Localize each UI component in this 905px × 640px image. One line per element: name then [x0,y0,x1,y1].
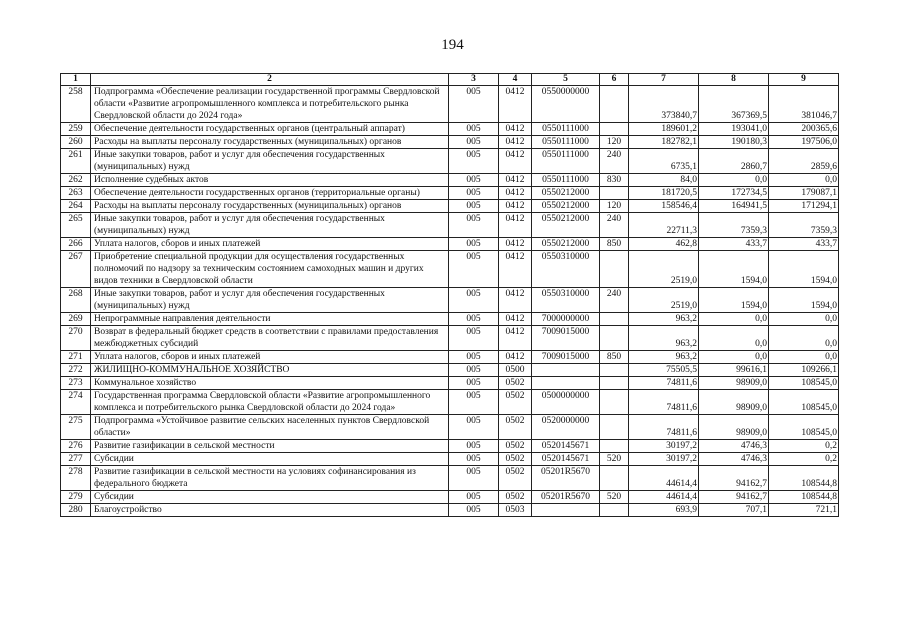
amount-year-3: 179087,1 [769,187,839,200]
column-header: 8 [699,74,769,86]
header-row [61,74,839,86]
section-code: 0412 [499,238,532,251]
ministry-code: 005 [449,326,499,351]
section-code: 0412 [499,86,532,123]
table-row [61,504,839,517]
item-name: Возврат в федеральный бюджет средств в соответствии с правилами предоставления межбюджетных субсидий [91,326,449,351]
table-row [61,136,839,149]
ministry-code: 005 [449,390,499,415]
section-code: 0412 [499,251,532,288]
amount-year-3: 197506,0 [769,136,839,149]
amount-year-3: 381046,7 [769,86,839,123]
amount-year-2: 94162,7 [699,466,769,491]
expense-type-code [600,187,629,200]
amount-year-3: 108545,0 [769,377,839,390]
amount-year-1: 2519,0 [629,251,699,288]
amount-year-1: 84,0 [629,174,699,187]
table-row [61,238,839,251]
table-row [61,491,839,504]
table-row [61,415,839,440]
amount-year-3: 171294,1 [769,200,839,213]
expense-type-code: 830 [600,174,629,187]
ministry-code: 005 [449,491,499,504]
amount-year-3: 0,0 [769,351,839,364]
item-name: ЖИЛИЩНО-КОММУНАЛЬНОЕ ХОЗЯЙСТВО [91,364,449,377]
row-number: 266 [61,238,91,251]
amount-year-1: 44614,4 [629,466,699,491]
amount-year-1: 22711,3 [629,213,699,238]
section-code: 0500 [499,364,532,377]
item-name: Исполнение судебных актов [91,174,449,187]
item-name: Развитие газификации в сельской местности [91,440,449,453]
table-body [61,86,839,517]
amount-year-1: 693,9 [629,504,699,517]
amount-year-1: 75505,5 [629,364,699,377]
row-number: 280 [61,504,91,517]
row-number: 260 [61,136,91,149]
table-row [61,466,839,491]
amount-year-2: 367369,5 [699,86,769,123]
amount-year-2: 172734,5 [699,187,769,200]
item-name: Приобретение специальной продукции для осуществления государственных полномочий по надзору за техническим состоянием самоходных машин и других видов техники в Свердловской области [91,251,449,288]
item-name: Расходы на выплаты персоналу государственных (муниципальных) органов [91,200,449,213]
section-code: 0502 [499,390,532,415]
target-article-code: 0520145671 [532,453,600,466]
item-name: Обеспечение деятельности государственных органов (территориальные органы) [91,187,449,200]
amount-year-1: 963,2 [629,326,699,351]
ministry-code: 005 [449,453,499,466]
expense-type-code: 120 [600,200,629,213]
table-row [61,377,839,390]
target-article-code: 0550111000 [532,123,600,136]
row-number: 268 [61,288,91,313]
ministry-code: 005 [449,200,499,213]
expense-type-code: 240 [600,213,629,238]
expense-type-code: 520 [600,453,629,466]
target-article-code: 0550310000 [532,288,600,313]
ministry-code: 005 [449,504,499,517]
amount-year-1: 373840,7 [629,86,699,123]
amount-year-3: 108544,8 [769,491,839,504]
amount-year-2: 433,7 [699,238,769,251]
column-header: 6 [600,74,629,86]
amount-year-2: 193041,0 [699,123,769,136]
item-name: Коммунальное хозяйство [91,377,449,390]
section-code: 0412 [499,174,532,187]
amount-year-2: 4746,3 [699,453,769,466]
table-row [61,251,839,288]
table-row [61,326,839,351]
amount-year-3: 433,7 [769,238,839,251]
item-name: Подпрограмма «Устойчивое развитие сельских населенных пунктов Свердловской области» [91,415,449,440]
ministry-code: 005 [449,174,499,187]
section-code: 0412 [499,213,532,238]
ministry-code: 005 [449,251,499,288]
target-article-code: 0550111000 [532,174,600,187]
row-number: 278 [61,466,91,491]
amount-year-1: 158546,4 [629,200,699,213]
amount-year-2: 0,0 [699,351,769,364]
table-row [61,313,839,326]
ministry-code: 005 [449,351,499,364]
ministry-code: 005 [449,238,499,251]
ministry-code: 005 [449,313,499,326]
expense-type-code: 240 [600,149,629,174]
expense-type-code [600,313,629,326]
amount-year-1: 74811,6 [629,377,699,390]
amount-year-2: 4746,3 [699,440,769,453]
amount-year-2: 2860,7 [699,149,769,174]
amount-year-1: 30197,2 [629,440,699,453]
amount-year-1: 462,8 [629,238,699,251]
table-row [61,86,839,123]
row-number: 267 [61,251,91,288]
section-code: 0412 [499,187,532,200]
amount-year-2: 1594,0 [699,288,769,313]
amount-year-3: 721,1 [769,504,839,517]
item-name: Государственная программа Свердловской области «Развитие агропромышленного комплекса и потребительского рынка Свердловской области до 2024 года» [91,390,449,415]
table-row [61,351,839,364]
table-row [61,187,839,200]
amount-year-1: 74811,6 [629,415,699,440]
amount-year-2: 0,0 [699,313,769,326]
section-code: 0412 [499,313,532,326]
item-name: Субсидии [91,453,449,466]
column-header: 5 [532,74,600,86]
target-article-code: 7009015000 [532,326,600,351]
amount-year-3: 108544,8 [769,466,839,491]
section-code: 0412 [499,326,532,351]
amount-year-2: 98909,0 [699,415,769,440]
amount-year-3: 200365,6 [769,123,839,136]
amount-year-3: 108545,0 [769,415,839,440]
amount-year-2: 0,0 [699,174,769,187]
amount-year-3: 0,0 [769,326,839,351]
target-article-code [532,377,600,390]
item-name: Обеспечение деятельности государственных органов (центральный аппарат) [91,123,449,136]
row-number: 276 [61,440,91,453]
target-article-code: 0550212000 [532,187,600,200]
section-code: 0412 [499,149,532,174]
expense-type-code: 240 [600,288,629,313]
table-row [61,213,839,238]
item-name: Субсидии [91,491,449,504]
target-article-code [532,504,600,517]
amount-year-1: 44614,4 [629,491,699,504]
item-name: Развитие газификации в сельской местности на условиях софинансирования из федерального бюджета [91,466,449,491]
expense-type-code: 850 [600,351,629,364]
ministry-code: 005 [449,123,499,136]
amount-year-3: 0,2 [769,453,839,466]
row-number: 265 [61,213,91,238]
column-header: 4 [499,74,532,86]
target-article-code: 0550212000 [532,238,600,251]
amount-year-1: 181720,5 [629,187,699,200]
table-row [61,440,839,453]
amount-year-1: 182782,1 [629,136,699,149]
amount-year-1: 963,2 [629,351,699,364]
section-code: 0412 [499,123,532,136]
target-article-code: 0550111000 [532,149,600,174]
item-name: Иные закупки товаров, работ и услуг для обеспечения государственных (муниципальных) нужд [91,288,449,313]
amount-year-3: 1594,0 [769,288,839,313]
table-row [61,364,839,377]
expense-type-code: 520 [600,491,629,504]
section-code: 0502 [499,453,532,466]
ministry-code: 005 [449,466,499,491]
amount-year-1: 74811,6 [629,390,699,415]
column-header: 7 [629,74,699,86]
column-header: 2 [91,74,449,86]
row-number: 263 [61,187,91,200]
amount-year-2: 99616,1 [699,364,769,377]
expense-type-code [600,123,629,136]
amount-year-3: 7359,3 [769,213,839,238]
row-number: 279 [61,491,91,504]
expense-type-code [600,440,629,453]
row-number: 277 [61,453,91,466]
target-article-code: 7009015000 [532,351,600,364]
row-number: 259 [61,123,91,136]
expense-type-code [600,504,629,517]
row-number: 270 [61,326,91,351]
table-row [61,174,839,187]
ministry-code: 005 [449,415,499,440]
target-article-code: 0550310000 [532,251,600,288]
section-code: 0502 [499,415,532,440]
row-number: 274 [61,390,91,415]
amount-year-2: 164941,5 [699,200,769,213]
table-row [61,200,839,213]
target-article-code: 0550212000 [532,200,600,213]
amount-year-3: 1594,0 [769,251,839,288]
target-article-code: 05201R5670 [532,466,600,491]
row-number: 275 [61,415,91,440]
expense-type-code [600,251,629,288]
item-name: Иные закупки товаров, работ и услуг для обеспечения государственных (муниципальных) нужд [91,213,449,238]
target-article-code: 0550000000 [532,86,600,123]
row-number: 269 [61,313,91,326]
table-row [61,453,839,466]
amount-year-2: 1594,0 [699,251,769,288]
table-row [61,288,839,313]
ministry-code: 005 [449,187,499,200]
target-article-code: 0500000000 [532,390,600,415]
amount-year-3: 109266,1 [769,364,839,377]
amount-year-2: 7359,3 [699,213,769,238]
ministry-code: 005 [449,86,499,123]
section-code: 0502 [499,491,532,504]
column-header: 9 [769,74,839,86]
expense-type-code [600,466,629,491]
section-code: 0503 [499,504,532,517]
item-name: Уплата налогов, сборов и иных платежей [91,238,449,251]
table-row [61,123,839,136]
amount-year-2: 190180,3 [699,136,769,149]
item-name: Благоустройство [91,504,449,517]
section-code: 0502 [499,440,532,453]
column-header: 3 [449,74,499,86]
target-article-code: 05201R5670 [532,491,600,504]
ministry-code: 005 [449,440,499,453]
amount-year-3: 0,0 [769,174,839,187]
column-header: 1 [61,74,91,86]
amount-year-3: 2859,6 [769,149,839,174]
amount-year-3: 0,2 [769,440,839,453]
expense-type-code: 120 [600,136,629,149]
section-code: 0412 [499,288,532,313]
ministry-code: 005 [449,213,499,238]
ministry-code: 005 [449,136,499,149]
expense-type-code [600,377,629,390]
expense-type-code [600,364,629,377]
expense-type-code [600,390,629,415]
target-article-code: 0550212000 [532,213,600,238]
ministry-code: 005 [449,288,499,313]
item-name: Уплата налогов, сборов и иных платежей [91,351,449,364]
row-number: 258 [61,86,91,123]
item-name: Непрограммные направления деятельности [91,313,449,326]
amount-year-2: 94162,7 [699,491,769,504]
expense-type-code [600,326,629,351]
row-number: 262 [61,174,91,187]
budget-table [60,73,839,517]
amount-year-2: 0,0 [699,326,769,351]
table-row [61,390,839,415]
target-article-code: 0520145671 [532,440,600,453]
amount-year-1: 30197,2 [629,453,699,466]
expense-type-code: 850 [600,238,629,251]
amount-year-1: 189601,2 [629,123,699,136]
ministry-code: 005 [449,377,499,390]
ministry-code: 005 [449,149,499,174]
section-code: 0412 [499,351,532,364]
target-article-code [532,364,600,377]
page-number: 194 [441,37,464,53]
row-number: 273 [61,377,91,390]
table-row [61,149,839,174]
item-name: Расходы на выплаты персоналу государственных (муниципальных) органов [91,136,449,149]
section-code: 0502 [499,377,532,390]
target-article-code: 0550111000 [532,136,600,149]
amount-year-3: 108545,0 [769,390,839,415]
row-number: 261 [61,149,91,174]
section-code: 0412 [499,136,532,149]
section-code: 0502 [499,466,532,491]
item-name: Подпрограмма «Обеспечение реализации государственной программы Свердловской области «Развитие агропромышленного комплекса и потребительского рынка Свердловской области до 2024 года» [91,86,449,123]
expense-type-code [600,415,629,440]
amount-year-1: 2519,0 [629,288,699,313]
amount-year-1: 6735,1 [629,149,699,174]
amount-year-1: 963,2 [629,313,699,326]
item-name: Иные закупки товаров, работ и услуг для обеспечения государственных (муниципальных) нужд [91,149,449,174]
section-code: 0412 [499,200,532,213]
target-article-code: 0520000000 [532,415,600,440]
row-number: 271 [61,351,91,364]
row-number: 264 [61,200,91,213]
amount-year-3: 0,0 [769,313,839,326]
target-article-code: 7000000000 [532,313,600,326]
amount-year-2: 98909,0 [699,377,769,390]
expense-type-code [600,86,629,123]
amount-year-2: 707,1 [699,504,769,517]
row-number: 272 [61,364,91,377]
ministry-code: 005 [449,364,499,377]
amount-year-2: 98909,0 [699,390,769,415]
